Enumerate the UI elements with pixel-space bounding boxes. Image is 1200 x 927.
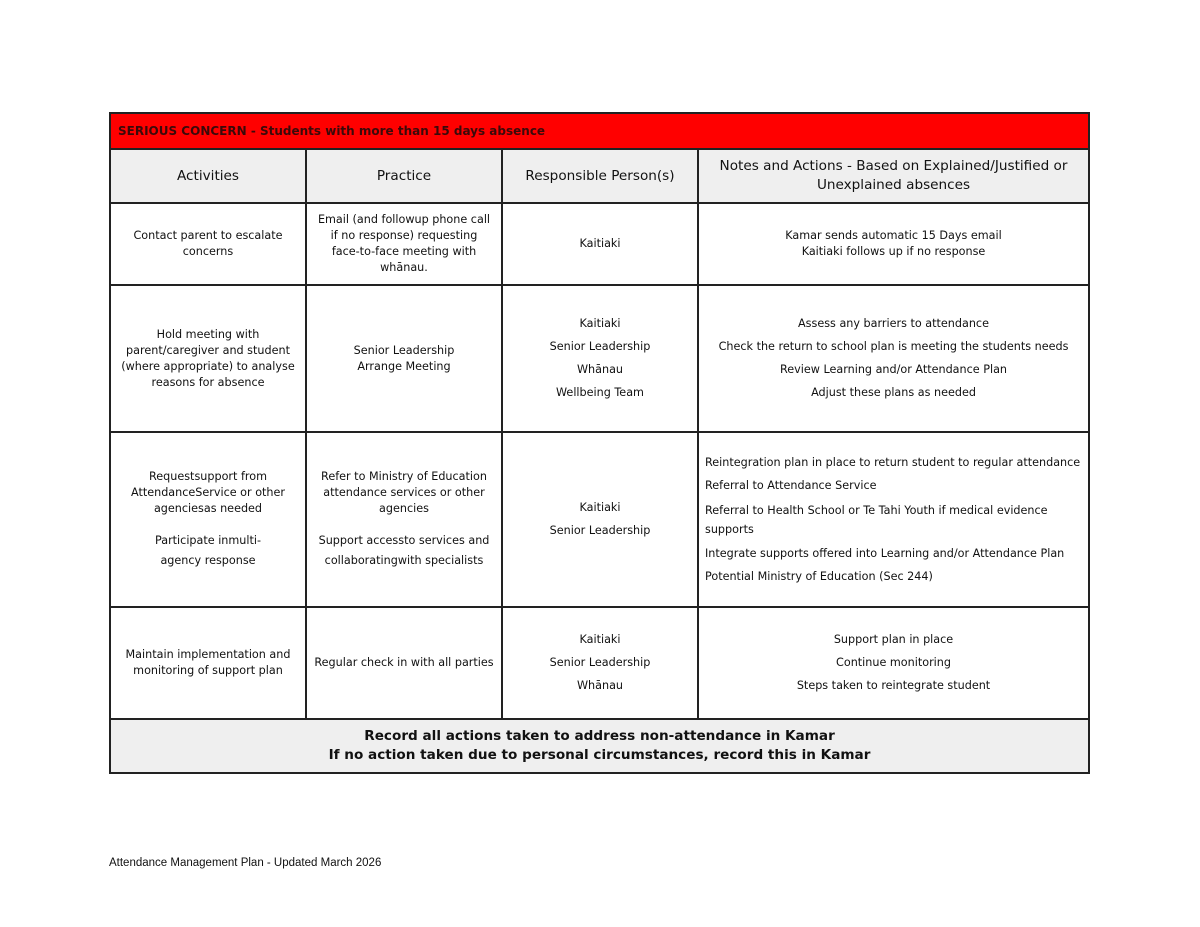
activities-cell bbox=[110, 607, 306, 719]
activities-cell bbox=[110, 203, 306, 285]
note-line: Integrate supports offered into Learning and/or Attendance Plan bbox=[705, 546, 1065, 560]
responsible-person: Senior Leadership bbox=[549, 524, 651, 537]
note-line: Adjust these plans as needed bbox=[811, 386, 976, 399]
note-line: Kamar sends automatic 15 Days email bbox=[785, 229, 1002, 242]
activity-text: Hold meeting with parent/caregiver and student (where appropriate) to analyse reasons for absence bbox=[121, 327, 295, 389]
table-row bbox=[110, 432, 1089, 607]
responsible-person: Whānau bbox=[576, 679, 624, 692]
responsible-person: Wellbeing Team bbox=[556, 386, 644, 399]
activity-text: Requestsupport from AttendanceService or other agenciesas needed bbox=[131, 469, 285, 515]
responsible-person: Kaitiaki bbox=[579, 501, 621, 514]
record-line: If no action taken due to personal circumstances, record this in Kamar bbox=[328, 747, 871, 763]
responsible-person: Kaitiaki bbox=[579, 633, 621, 646]
note-line: Continue monitoring bbox=[836, 656, 951, 669]
responsible-person: Senior Leadership bbox=[549, 340, 651, 353]
note-line: Kaitiaki follows up if no response bbox=[801, 245, 986, 258]
table-row bbox=[110, 607, 1089, 719]
header-responsible: Responsible Person(s) bbox=[502, 149, 698, 203]
header-practice: Practice bbox=[306, 149, 502, 203]
activity-text: Maintain implementation and monitoring of support plan bbox=[125, 648, 291, 677]
responsible-cell bbox=[502, 285, 698, 432]
page-footer: Attendance Management Plan - Updated March 2026 bbox=[109, 857, 382, 869]
note-line: Assess any barriers to attendance bbox=[798, 317, 989, 330]
practice-text: Email (and followup phone call if no response) requesting face-to-face meeting with whānau. bbox=[317, 213, 491, 274]
note-line: Reintegration plan in place to return student to regular attendance bbox=[705, 455, 1081, 469]
serious-concern-table bbox=[109, 112, 1090, 774]
notes-cell bbox=[698, 203, 1089, 285]
header-activities: Activities bbox=[110, 149, 306, 203]
responsible-person: Kaitiaki bbox=[579, 237, 621, 250]
table-row bbox=[110, 203, 1089, 285]
record-line: Record all actions taken to address non-attendance in Kamar bbox=[364, 728, 835, 744]
activities-cell bbox=[110, 432, 306, 607]
practice-text: Support accessto services and collaboratingwith specialists bbox=[318, 533, 490, 567]
notes-cell bbox=[698, 607, 1089, 719]
practice-text: Regular check in with all parties bbox=[314, 656, 494, 669]
record-instructions bbox=[110, 719, 1089, 773]
header-notes: Notes and Actions - Based on Explained/Justified or Unexplained absences bbox=[698, 149, 1089, 203]
responsible-person: Whānau bbox=[576, 363, 624, 376]
note-line: Support plan in place bbox=[833, 633, 954, 646]
responsible-cell bbox=[502, 607, 698, 719]
practice-cell bbox=[306, 432, 502, 607]
activity-text: Contact parent to escalate concerns bbox=[133, 229, 283, 258]
practice-text: Senior Leadership bbox=[353, 343, 455, 357]
responsible-cell bbox=[502, 432, 698, 607]
responsible-cell bbox=[502, 203, 698, 285]
table-title: SERIOUS CONCERN - Students with more than 15 days absence bbox=[110, 113, 1089, 149]
note-line: Potential Ministry of Education (Sec 244) bbox=[705, 569, 933, 583]
practice-cell bbox=[306, 607, 502, 719]
notes-cell bbox=[698, 285, 1089, 432]
practice-text: Arrange Meeting bbox=[357, 359, 451, 373]
practice-cell bbox=[306, 285, 502, 432]
practice-text: Refer to Ministry of Education attendance services or other agencies bbox=[321, 469, 487, 515]
activity-text: Participate inmulti-agency response bbox=[154, 533, 262, 567]
note-line: Steps taken to reintegrate student bbox=[796, 679, 991, 692]
activities-cell bbox=[110, 285, 306, 432]
note-line: Referral to Attendance Service bbox=[705, 478, 877, 492]
table-row bbox=[110, 285, 1089, 432]
practice-cell bbox=[306, 203, 502, 285]
note-line: Check the return to school plan is meeting the students needs bbox=[718, 340, 1069, 353]
note-line: Review Learning and/or Attendance Plan bbox=[779, 363, 1008, 376]
responsible-person: Kaitiaki bbox=[579, 317, 621, 330]
notes-cell bbox=[698, 432, 1089, 607]
responsible-person: Senior Leadership bbox=[549, 656, 651, 669]
note-line: Referral to Health School or Te Tahi Youth if medical evidence supports bbox=[705, 503, 1048, 536]
